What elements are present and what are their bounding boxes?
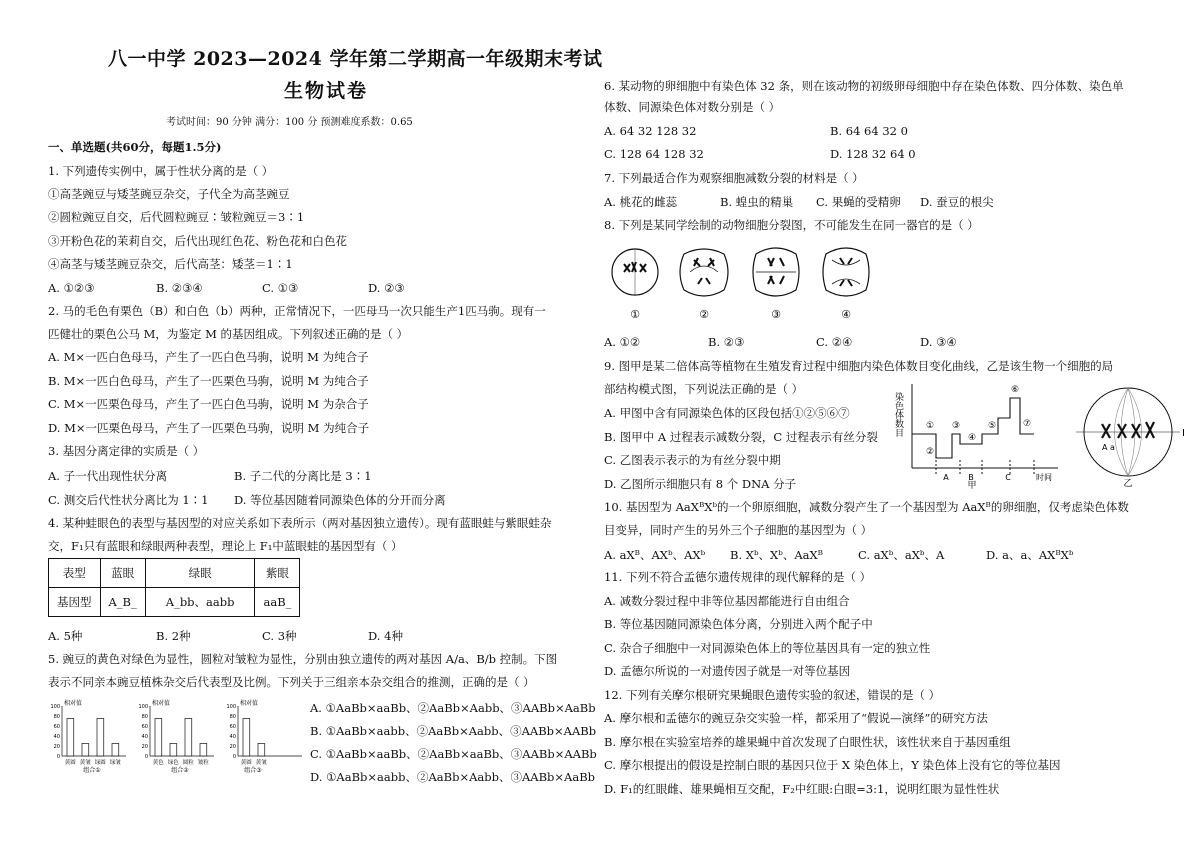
q12-option-c: C. 摩尔根提出的假设是控制白眼的基因只位于 X 染色体上，Y 染色体上没有它的等位基因	[604, 758, 1061, 772]
chart-category-label: 绿圆	[94, 760, 106, 766]
chart-bar	[200, 744, 207, 757]
q8-option-a: A. ①②	[604, 335, 641, 349]
q2-stem: 2. 马的毛色有栗色（B）和白色（b）两种，正常情况下，一匹母马一次只能生产1匹马驹。现有一	[48, 304, 546, 318]
chart-y-label: 相对值	[152, 700, 171, 707]
q9-option-a: A. 甲图中含有同源染色体的区段包括①②⑤⑥⑦	[604, 406, 850, 420]
segment-label: B	[968, 473, 974, 482]
q10-stem: 目变异，同时产生的另外三个子细胞的基因型为（ ）	[604, 523, 873, 537]
q9-option-c: C. 乙图表示表示的为有丝分裂中期	[604, 453, 781, 467]
chart-bar	[112, 744, 119, 757]
q8-option-b: B. ②③	[708, 335, 745, 349]
chart-tick-label: 100	[138, 704, 148, 710]
chart-bar	[170, 744, 177, 757]
segment-number: ④	[967, 433, 977, 443]
q2-option-a: A. M×一匹白色母马，产生了一匹白色马驹，说明 M 为纯合子	[48, 350, 369, 364]
q9-stem: 部结构模式图，下列说法正确的是（ ）	[604, 382, 804, 396]
q4-stem: 4. 某种蛙眼色的表型与基因型的对应关系如下表所示（两对基因独立遗传）。现有蓝眼蛙与紫眼蛙杂	[48, 516, 552, 530]
q11-option-d: D. 孟德尔所说的一对遗传因子就是一对等位基因	[604, 664, 851, 678]
cell-label-roman: Ⅰ	[1182, 428, 1185, 439]
q5-chart-1	[50, 699, 126, 774]
q6-option-d: D. 128 32 64 0	[830, 147, 916, 161]
graph-x-label: 时间	[1036, 473, 1052, 482]
cell-diagram-3	[753, 248, 799, 296]
q4-stem: 交，F₁只有蓝眼和绿眼两种表型，理论上 F₁中蓝眼蛙的基因型有（ ）	[48, 539, 403, 553]
chart-tick-label: 80	[141, 714, 148, 720]
q4-option-c: C. 3种	[262, 629, 297, 643]
q1-item: ②圆粒豌豆自交，后代圆粒豌豆∶皱粒豌豆＝3∶1	[48, 210, 305, 224]
q4-option-d: D. 4种	[368, 629, 403, 643]
q12-option-b: B. 摩尔根在实验室培养的雄果蝇中首次发现了白眼性状，该性状来自于基因重组	[604, 735, 1011, 749]
exam-info: 考试时间：90 分钟 满分：100 分 预测难度系数：0.65	[166, 117, 413, 128]
q10-option-d: D. a、a、AXᴮXᵇ	[986, 548, 1074, 562]
chart-tick-label: 80	[53, 714, 60, 720]
chart-tick-label: 0	[56, 754, 60, 760]
q5-bar-charts	[48, 696, 310, 786]
cell-label: ②	[699, 308, 709, 321]
q7-option-a: A. 桃花的雌蕊	[604, 195, 678, 209]
chart-category-label: 绿色	[167, 760, 179, 766]
q9-diagrams	[893, 378, 1186, 491]
segment-number: ①	[925, 421, 935, 431]
graph-y-label: 染色体数目	[893, 392, 903, 437]
q6-option-c: C. 128 64 128 32	[604, 147, 704, 161]
chart-tick-label: 20	[141, 744, 148, 750]
chart-category-label: 黄色	[152, 760, 164, 766]
segment-label: C	[1005, 473, 1011, 482]
cell-caption: 乙	[1123, 479, 1133, 489]
table-cell: aaB_	[255, 588, 300, 617]
table-cell: 基因型	[49, 588, 101, 617]
chart-y-label: 相对值	[240, 700, 259, 707]
q1-item: ③开粉色花的茉莉自交，后代出现红色花、粉色花和白色花	[48, 234, 347, 248]
table-cell: 表型	[49, 559, 101, 588]
q3-option-d: D. 等位基因随着同源染色体的分开而分离	[234, 493, 446, 507]
chart-bar	[67, 719, 74, 757]
cell-diagram-4	[823, 248, 869, 296]
chart-bar	[185, 719, 192, 757]
q9-stem: 9. 图甲是某二倍体高等植物在生殖发育过程中细胞内染色体数目变化曲线，乙是该生物一个细胞的局	[604, 359, 1114, 373]
q1-item: ①高茎豌豆与矮茎豌豆杂交，子代全为高茎豌豆	[48, 187, 290, 201]
q5-option-c: C. ①AaBb×aaBb、②AaBb×aaBb、③AABb×AABb	[310, 747, 597, 761]
chart-bar	[258, 744, 265, 757]
q7-option-d: D. 蚕豆的根尖	[920, 195, 994, 209]
chart-tick-label: 20	[229, 744, 236, 750]
q2-stem: 匹健壮的栗色公马 M，为鉴定 M 的基因组成。下列叙述正确的是（ ）	[48, 327, 409, 341]
q5-option-a: A. ①AaBb×aaBb、②AaBb×Aabb、③AABb×AaBb	[310, 701, 596, 715]
q3-option-c: C. 测交后代性状分离比为 1∶1	[48, 493, 209, 507]
q12-option-d: D. F₁的红眼雌、雄果蝇相互交配，F₂中红眼:白眼=3:1，说明红眼为显性性状	[604, 782, 1000, 796]
section-title: 一、单选题(共60分，每题1.5分)	[48, 140, 222, 154]
table-cell: 绿眼	[145, 559, 255, 588]
q1-option-b: B. ②③④	[156, 281, 203, 295]
cell-diagram-2	[680, 249, 728, 296]
q6-option-b: B. 64 64 32 0	[830, 124, 908, 138]
chart-tick-label: 0	[232, 754, 236, 760]
chart-tick-label: 40	[229, 734, 236, 740]
q8-option-d: D. ③④	[920, 335, 957, 349]
q3-option-b: B. 子二代的分离比是 3∶1	[234, 469, 372, 483]
segment-number: ⑤	[987, 421, 997, 431]
chart-category-label: 黄皱	[255, 760, 267, 766]
segment-number: ⑦	[1022, 419, 1032, 429]
q12-option-a: A. 摩尔根和孟德尔的豌豆杂交实验一样，都采用了“假说—演绎”的研究方法	[604, 711, 988, 725]
segment-label: A	[943, 473, 949, 482]
chart-tick-label: 100	[50, 704, 60, 710]
q6-option-a: A. 64 32 128 32	[604, 124, 697, 138]
q1-option-c: C. ①③	[262, 281, 299, 295]
q10-option-c: C. aXᵇ、aXᵇ、A	[858, 548, 945, 562]
q4-option-b: B. 2种	[156, 629, 191, 643]
q5-chart-3	[226, 699, 302, 774]
segment-number: ⑥	[1010, 385, 1020, 395]
chart-bar	[82, 744, 89, 757]
cell-label: ③	[771, 308, 781, 321]
q4-option-a: A. 5种	[48, 629, 83, 643]
chart-bar	[155, 719, 162, 757]
q6-stem: 6. 某动物的卵细胞中有染色体 32 条，则在该动物的初级卵母细胞中存在染色体数、四分体数、染色单	[604, 79, 1124, 93]
q9-option-d: D. 乙图所示细胞只有 8 个 DNA 分子	[604, 477, 797, 491]
q11-option-b: B. 等位基因随同源染色体分离，分别进入两个配子中	[604, 617, 873, 631]
chart-tick-label: 80	[229, 714, 236, 720]
q5-stem: 5. 豌豆的黄色对绿色为显性，圆粒对皱粒为显性，分别由独立遗传的两对基因 A/a、B/b 控制。下图	[48, 652, 558, 666]
q9-option-b: B. 图甲中 A 过程表示减数分裂，C 过程表示有丝分裂	[604, 430, 878, 444]
q1-stem: 1. 下列遗传实例中，属于性状分离的是（ ）	[48, 164, 274, 178]
chart-bar	[97, 719, 104, 757]
chart-category-label: 黄圆	[240, 760, 252, 766]
graph-jia	[893, 384, 1058, 491]
cell-diagram-1	[612, 248, 658, 296]
chart-category-label: 黄圆	[64, 760, 76, 766]
q6-stem: 体数、同源染色体对数分别是（ ）	[604, 100, 781, 114]
cell-label: ④	[841, 308, 851, 321]
chart-tick-label: 20	[53, 744, 60, 750]
chart-y-label: 相对值	[64, 700, 83, 707]
segment-number: ②	[925, 447, 935, 457]
chart-tick-label: 40	[141, 734, 148, 740]
q1-item: ④高茎与矮茎豌豆杂交，后代高茎：矮茎＝1∶1	[48, 257, 293, 271]
chart-category-label: 圆粒	[182, 760, 194, 766]
table-row	[49, 588, 300, 617]
chart-category-label: 黄皱	[79, 760, 91, 766]
chart-tick-label: 60	[229, 724, 236, 730]
q8-stem: 8. 下列是某同学绘制的动物细胞分裂图，不可能发生在同一器官的是（ ）	[604, 218, 979, 232]
q8-option-c: C. ②④	[816, 335, 853, 349]
table-cell: A_B_	[100, 588, 145, 617]
q10-option-b: B. Xᵇ、Xᵇ、AaXᴮ	[730, 548, 824, 562]
chart-x-label: 组合②	[171, 767, 189, 774]
q4-table	[48, 558, 300, 617]
q10-option-a: A. aXᴮ、AXᵇ、AXᵇ	[604, 548, 706, 562]
q5-stem: 表示不同亲本豌豆植株杂交后代表型及比例。下列关于三组亲本杂交组合的推测，正确的是（ ）	[48, 675, 535, 689]
exam-subject: 生物试卷	[284, 80, 369, 102]
q7-option-b: B. 蝗虫的精巢	[720, 195, 794, 209]
q1-option-a: A. ①②③	[48, 281, 95, 295]
q5-chart-2	[138, 699, 214, 774]
q5-option-d: D. ①AaBb×aabb、②AaBb×Aabb、③AABb×AaBb	[310, 770, 596, 784]
q2-option-d: D. M×一匹栗色母马，产生了一匹栗色马驹，说明 M 为纯合子	[48, 421, 370, 435]
chart-tick-label: 100	[226, 704, 236, 710]
segment-number: ③	[951, 421, 961, 431]
q2-option-b: B. M×一匹白色母马，产生了一匹栗色马驹，说明 M 为纯合子	[48, 374, 369, 388]
chart-tick-label: 60	[53, 724, 60, 730]
q1-option-d: D. ②③	[368, 281, 405, 295]
q11-stem: 11. 下列不符合孟德尔遗传规律的现代解释的是（ ）	[604, 570, 872, 584]
chart-category-label: 绿皱	[109, 760, 121, 766]
q3-stem: 3. 基因分离定律的实质是（ ）	[48, 444, 205, 458]
chart-tick-label: 60	[141, 724, 148, 730]
graph-caption: 甲	[967, 481, 977, 491]
chart-tick-label: 0	[144, 754, 148, 760]
chart-tick-label: 40	[53, 734, 60, 740]
q12-stem: 12. 下列有关摩尔根研究果蝇眼色遗传实验的叙述，错误的是（ ）	[604, 688, 941, 702]
table-row	[49, 559, 300, 588]
q10-stem: 10. 基因型为 AaXᴮXᵇ的一个卵原细胞，减数分裂产生了一个基因型为 AaXᴮ的卵细胞，仅考虑染色体数	[604, 500, 1129, 514]
table-cell: 蓝眼	[100, 559, 145, 588]
table-cell: A_bb、aabb	[145, 588, 255, 617]
chart-x-label: 组合③	[244, 767, 262, 774]
cell-label: ①	[630, 308, 640, 321]
q11-option-a: A. 减数分裂过程中非等位基因都能进行自由组合	[604, 594, 850, 608]
q8-cell-diagrams	[604, 240, 874, 322]
table-cell: 紫眼	[255, 559, 300, 588]
q11-option-c: C. 杂合子细胞中一对同源染色体上的等位基因具有一定的独立性	[604, 641, 931, 655]
chart-bar	[243, 719, 250, 757]
q7-option-c: C. 果蝇的受精卵	[816, 195, 901, 209]
q5-option-b: B. ①AaBb×aabb、②AaBb×Aabb、③AABb×AABb	[310, 724, 597, 738]
cell-genes: A a	[1102, 443, 1115, 452]
cell-yi	[1076, 388, 1185, 489]
chart-category-label: 皱粒	[197, 760, 209, 766]
q2-option-c: C. M×一匹栗色母马，产生了一匹白色马驹，说明 M 为杂合子	[48, 397, 369, 411]
q7-stem: 7. 下列最适合作为观察细胞减数分裂的材料是（ ）	[604, 171, 864, 185]
exam-title: 八一中学 2023—2024 学年第二学期高一年级期末考试	[108, 48, 603, 70]
q3-option-a: A. 子一代出现性状分离	[48, 469, 168, 483]
chart-x-label: 组合①	[83, 767, 101, 774]
